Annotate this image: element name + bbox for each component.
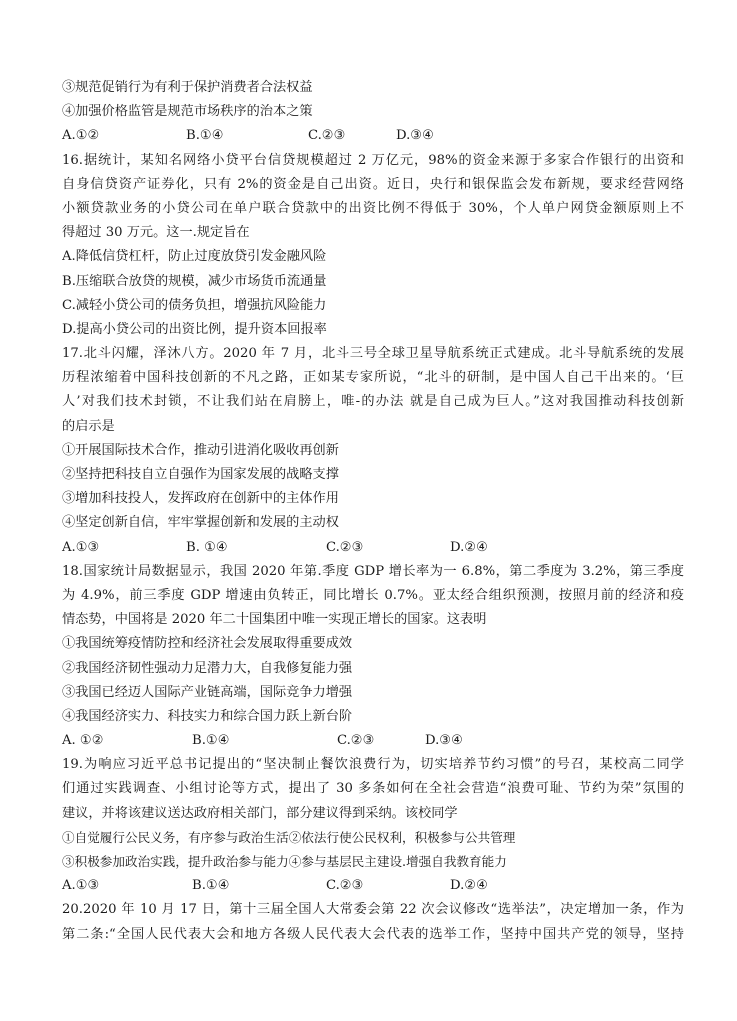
question-stem-line: 情态势，中国将是 2020 年二十国集团中唯一实现正增长的国家。这表明 (62, 612, 487, 628)
question-stem-line: 19.为响应习近平总书记提出的“坚决制止餐饮浪费行为，切实培养节约习惯”的号召，某校高二同学 (62, 757, 684, 773)
answer-options (62, 536, 684, 560)
question-stem-line: 18.国家统计局数据显示，我国 2020 年第.季度 GDP 增长率为一 6.8%，第二季度为 3.2%，第三季度 (62, 563, 684, 579)
exam-page (62, 76, 684, 947)
question-stem-line: 得超过 30 万元。这一.规定旨在 (62, 225, 250, 241)
option-a: A.降低信贷杠杆，防止过度放贷引发金融风险 (62, 249, 327, 265)
statement: ②坚持把科技自立自强作为国家发展的战略支撑 (62, 467, 339, 482)
question-stem-line: 16.据统计，某知名网络小贷平台信贷规模超过 2 万亿元，98%的资金来源于多家合作银行的出资和 (62, 152, 684, 168)
statement: ①我国统筹疫情防控和经济社会发展取得重要成效 (62, 636, 353, 652)
question-18 (62, 560, 684, 754)
statement: ①开展国际技术合作，推动引进消化吸收再创新 (62, 442, 339, 458)
option-d: D.③④ (425, 733, 463, 749)
option-b: B. ①④ (186, 539, 228, 555)
option-b: B.①④ (192, 733, 230, 749)
statement: ③积极参加政治实践，提升政治参与能力④参与基层民主建设.增强自我教育能力 (62, 854, 507, 869)
question-stem-line: 第二条:“全国人民代表大会和地方各级人民代表大会代表的选举工作，坚持中国共产党的领导，坚持 (62, 926, 684, 942)
option-d: D.②④ (450, 878, 488, 894)
statement: ①自觉履行公民义务，有序参与政治生活②依法行使公民权利，积极参与公共管理 (62, 829, 516, 845)
answer-options (62, 124, 684, 148)
answer-options (62, 729, 684, 753)
question-stem-line: 小额贷款业务的小贷公司在单户联合贷款中的出资比例不得低于 30%，个人单户网贷金额原则上不 (62, 200, 684, 216)
option-c: C.②③ (326, 539, 364, 555)
option-c: C.②③ (308, 128, 346, 144)
question-17 (62, 342, 684, 560)
question-16 (62, 149, 684, 343)
question-stem-line: 的启示是 (62, 418, 115, 434)
option-d: D.②④ (450, 539, 488, 555)
statement: ③规范促销行为有利于保护消费者合法权益 (62, 80, 313, 95)
statement: ④加强价格监管是规范市场秩序的治本之策 (62, 104, 313, 120)
option-c: C.②③ (326, 878, 364, 894)
question-20 (62, 898, 684, 946)
option-a: A.①② (62, 128, 100, 144)
question-stem-line: 17.北斗闪耀，泽沐八方。2020 年 7 月，北斗三号全球卫星导航系统正式建成。北斗导航系统的发展 (62, 346, 684, 362)
question-stem-line: 20.2020 年 10 月 17 日，第十三届全国人大常委会第 22 次会议修改“选举法”，决定增加一条，作为 (62, 902, 684, 918)
option-c: C.减轻小贷公司的债务负担，增强抗风险能力 (62, 297, 327, 313)
question-stem-line: 们通过实践调查、小组讨论等方式，提出了 30 多条如何在全社会营造“浪费可耻、节约为荣”氛围的 (62, 781, 684, 797)
answer-options (62, 874, 684, 898)
question-stem-line: 历程浓缩着中国科技创新的不凡之路，正如某专家所说，“北斗的研制，是中国人自己干出来的。‘巨 (62, 370, 684, 386)
question-stem-line: 人’对我们技术封锁，不让我们站在肩膀上，唯-的办法 就是自己成为巨人。”这对我国推动科技创新 (62, 394, 684, 410)
option-b: B.①④ (186, 128, 224, 144)
statement: ②我国经济韧性强动力足潜力大，自我修复能力强 (62, 660, 353, 676)
statement: ④坚定创新自信，牢牢掌握创新和发展的主动权 (62, 515, 339, 531)
statement: ④我国经济实力、科技实力和综合国力跃上新台阶 (62, 708, 353, 724)
option-a: A.①③ (62, 878, 100, 894)
option-b: B.①④ (192, 878, 230, 894)
question-stem-line: 为 4.9%，前三季度 GDP 增速由负转正，同比增长 0.7%。亚太经合组织预测，按照月前的经济和疫 (62, 587, 684, 603)
question-stem-line: 建议，并将该建议送达政府相关部门，部分建议得到采纳。该校同学 (62, 805, 458, 821)
statement: ③增加科技投人，发挥政府在创新中的主体作用 (62, 491, 339, 507)
option-d: D.③④ (396, 128, 434, 144)
option-a: A.①③ (62, 539, 100, 555)
option-d: D.提高小贷公司的出资比例，提升资本回报率 (62, 321, 327, 337)
option-c: C.②③ (337, 733, 375, 749)
option-b: B.压缩联合放贷的规模，减少市场货币流通量 (62, 273, 327, 289)
question-15 (62, 76, 684, 149)
question-stem-line: 自身信贷资产证券化，只有 2%的资金是自己出资。近日，央行和银保监会发布新规，要求经营网络 (62, 176, 684, 192)
statement: ③我国已经迈人国际产业链高端，国际竞争力增强 (62, 684, 353, 700)
option-a: A. ①② (62, 733, 104, 749)
question-19 (62, 753, 684, 898)
